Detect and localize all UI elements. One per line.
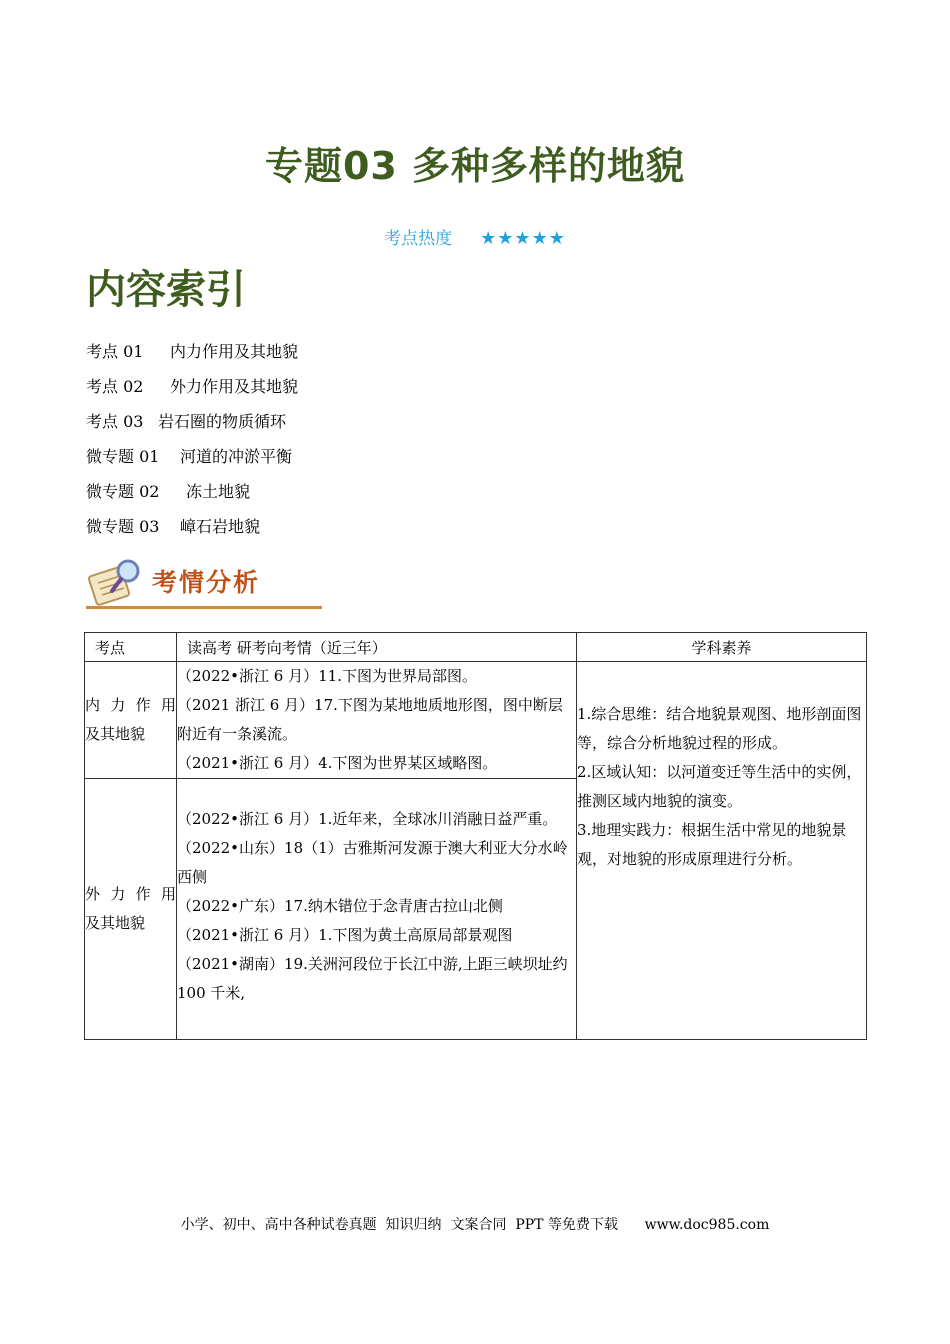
topic-heat bbox=[0, 224, 950, 249]
literacy-item: 1.综合思维：结合地貌景观图、地形剖面图等，综合分析地貌过程的形成。 bbox=[577, 705, 862, 752]
point-line: 及其地貌 bbox=[85, 914, 146, 932]
index-item-text: 嶂石岩地貌 bbox=[180, 517, 261, 536]
index-item-text: 河道的冲淤平衡 bbox=[180, 447, 293, 466]
header-exam-items: 读高考 研考向考情（近三年） bbox=[177, 633, 577, 662]
index-item-code: 考点 03 bbox=[86, 412, 144, 431]
literacy-cell bbox=[577, 662, 867, 1040]
exam-item: （2022•山东）18（1）古雅斯河发源于澳大利亚大分水岭西侧 bbox=[177, 838, 568, 886]
exam-item: （2021•浙江 6 月）1.下图为黄土高原局部景观图 bbox=[177, 925, 513, 944]
exam-analysis-table bbox=[84, 632, 867, 1040]
exam-items-cell bbox=[177, 662, 577, 779]
literacy-item: 2.区域认知：以河道变迁等生活中的实例，推测区域内地貌的演变。 bbox=[577, 763, 862, 810]
point-cell bbox=[85, 662, 177, 779]
index-item-code: 微专题 02 bbox=[86, 482, 160, 501]
exam-item: （2021 浙江 6 月）17.下图为某地地质地形图，图中断层附近有一条溪流。 bbox=[177, 696, 563, 743]
point-cell bbox=[85, 779, 177, 1040]
table-row bbox=[85, 662, 867, 779]
exam-item: （2022•浙江 6 月）11.下图为世界局部图。 bbox=[177, 667, 477, 685]
index-item bbox=[86, 375, 298, 410]
index-item bbox=[86, 340, 298, 375]
point-line: 外力作用 bbox=[85, 885, 176, 903]
exam-item: （2021•浙江 6 月）4.下图为世界某区域略图。 bbox=[177, 754, 498, 772]
point-line: 及其地貌 bbox=[85, 725, 146, 743]
exam-items-cell bbox=[177, 779, 577, 1040]
index-item bbox=[86, 515, 298, 550]
index-item bbox=[86, 410, 298, 445]
content-index-list bbox=[86, 340, 298, 550]
index-item-code: 考点 02 bbox=[86, 377, 144, 396]
page-footer: 小学、初中、高中各种试卷真题 知识归纳 文案合同 PPT 等免费下载 www.doc985.com bbox=[180, 1217, 770, 1233]
index-item-code: 考点 01 bbox=[86, 342, 144, 361]
heat-label: 考点热度 bbox=[384, 229, 453, 249]
index-item bbox=[86, 445, 298, 480]
point-line: 内力作用 bbox=[85, 696, 176, 714]
index-item-text: 岩石圈的物质循环 bbox=[158, 412, 287, 431]
index-item-code: 微专题 03 bbox=[86, 517, 160, 536]
exam-item: （2022•浙江 6 月）1.近年来，全球冰川消融日益严重。 bbox=[177, 809, 558, 828]
header-literacy: 学科素养 bbox=[577, 633, 867, 662]
index-item-text: 内力作用及其地貌 bbox=[170, 342, 299, 361]
index-item-text: 冻土地貌 bbox=[186, 482, 251, 501]
literacy-item: 3.地理实践力：根据生活中常见的地貌景观，对地貌的形成原理进行分析。 bbox=[577, 821, 847, 868]
notebook-magnifier-icon bbox=[86, 555, 148, 607]
document-title: 专题03 多种多样的地貌 bbox=[264, 144, 686, 188]
banner-underline bbox=[86, 606, 322, 609]
exam-item: （2021•湖南）19.关洲河段位于长江中游,上距三峡坝址约 100 千米, bbox=[177, 954, 568, 1002]
index-item-code: 微专题 01 bbox=[86, 447, 160, 466]
index-heading: 内容索引 bbox=[86, 267, 246, 313]
exam-item: （2022•广东）17.纳木错位于念青唐古拉山北侧 bbox=[177, 896, 503, 915]
index-item bbox=[86, 480, 298, 515]
table-header-row bbox=[85, 633, 867, 662]
banner-title: 考情分析 bbox=[152, 568, 261, 597]
heat-stars: ★★★★★ bbox=[480, 228, 566, 249]
index-item-text: 外力作用及其地貌 bbox=[170, 377, 299, 396]
exam-analysis-banner bbox=[86, 555, 322, 611]
header-point: 考点 bbox=[85, 633, 177, 662]
